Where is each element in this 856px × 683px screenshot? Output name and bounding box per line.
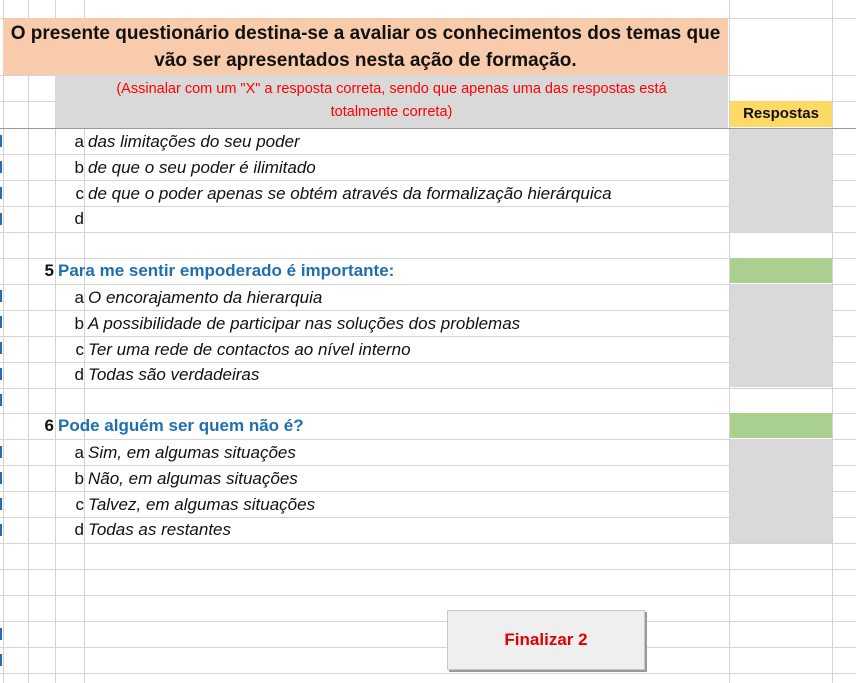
row-header-mark bbox=[0, 472, 2, 484]
gridline bbox=[832, 0, 833, 683]
answer-text: O encorajamento da hierarquia bbox=[88, 288, 323, 307]
answer-letter: b bbox=[74, 158, 84, 177]
row-header-mark bbox=[0, 316, 2, 328]
gridline bbox=[0, 362, 856, 363]
page-title bbox=[3, 20, 728, 74]
question-number: 6 bbox=[44, 416, 54, 435]
gridline bbox=[0, 543, 856, 544]
question-5-answer-header-cell bbox=[730, 258, 832, 283]
gridline bbox=[0, 569, 856, 570]
answers-column-header: Respostas bbox=[730, 101, 832, 127]
answer-cells-q5[interactable] bbox=[730, 284, 832, 387]
gridline bbox=[0, 206, 856, 207]
gridline bbox=[0, 310, 856, 311]
question-number: 5 bbox=[44, 261, 54, 280]
gridline bbox=[0, 491, 856, 492]
gridline bbox=[3, 0, 4, 683]
row-header-mark bbox=[0, 187, 2, 199]
answer-letter: c bbox=[75, 340, 84, 359]
answer-text: Todas são verdadeiras bbox=[88, 365, 260, 384]
row-header-mark bbox=[0, 628, 2, 640]
row-header-mark bbox=[0, 342, 2, 354]
answer-text: Sim, em algumas situações bbox=[88, 443, 296, 462]
question-6-answer-header-cell bbox=[730, 413, 832, 438]
row-header-mark bbox=[0, 498, 2, 510]
answer-letter: a bbox=[74, 132, 84, 151]
instruction-text bbox=[55, 78, 728, 124]
answer-letter: d bbox=[74, 365, 84, 384]
row-header-mark bbox=[0, 368, 2, 380]
answer-text: das limitações do seu poder bbox=[88, 132, 300, 151]
gridline bbox=[0, 673, 856, 674]
title-line-2: vão ser apresentados nesta ação de formação. bbox=[154, 50, 577, 71]
gridline bbox=[0, 647, 856, 648]
row-header-mark bbox=[0, 394, 2, 406]
gridline bbox=[0, 439, 856, 440]
instruction-line-2: totalmente correta) bbox=[330, 104, 453, 120]
row-header-mark bbox=[0, 161, 2, 173]
gridline bbox=[0, 284, 856, 285]
gridline bbox=[0, 258, 856, 259]
answer-text: A possibilidade de participar nas soluções dos problemas bbox=[88, 314, 521, 333]
answer-letter: b bbox=[74, 469, 84, 488]
gridline bbox=[0, 180, 856, 181]
answer-letter: d bbox=[74, 520, 84, 539]
answer-letter: b bbox=[74, 314, 84, 333]
row-header-mark bbox=[0, 654, 2, 666]
answer-letter: a bbox=[74, 443, 84, 462]
gridline bbox=[0, 232, 856, 233]
gridline bbox=[0, 517, 856, 518]
answer-text: de que o seu poder é ilimitado bbox=[88, 158, 316, 177]
row-header-mark bbox=[0, 135, 2, 147]
answer-letter: c bbox=[75, 184, 84, 203]
question-text: Para me sentir empoderado é importante: bbox=[58, 261, 395, 280]
instruction-line-1: (Assinalar com um "X" a resposta correta, sendo que apenas uma das respostas está bbox=[116, 81, 667, 97]
answer-cells-q4[interactable] bbox=[730, 129, 832, 232]
answer-letter: d bbox=[74, 209, 84, 228]
answer-letter: c bbox=[75, 495, 84, 514]
answer-text: Todas as restantes bbox=[88, 520, 232, 539]
gridline bbox=[0, 595, 856, 596]
gridline bbox=[28, 0, 29, 683]
question-text: Pode alguém ser quem não é? bbox=[58, 416, 304, 435]
answer-cells-q6[interactable] bbox=[730, 439, 832, 543]
answer-text: de que o poder apenas se obtém através da formalização hierárquica bbox=[88, 184, 612, 203]
gridline bbox=[0, 128, 856, 129]
row-header-mark bbox=[0, 213, 2, 225]
gridline bbox=[0, 154, 856, 155]
row-header-mark bbox=[0, 446, 2, 458]
title-line-1: O presente questionário destina-se a avaliar os conhecimentos dos temas que bbox=[10, 23, 721, 44]
row-header-mark bbox=[0, 290, 2, 302]
answer-text: Não, em algumas situações bbox=[88, 469, 298, 488]
answer-text: Ter uma rede de contactos ao nível interno bbox=[88, 340, 411, 359]
gridline bbox=[0, 388, 856, 389]
gridline bbox=[0, 336, 856, 337]
gridline bbox=[0, 465, 856, 466]
answer-text: Talvez, em algumas situações bbox=[88, 495, 316, 514]
answer-letter: a bbox=[74, 288, 84, 307]
gridline bbox=[0, 621, 856, 622]
finalize-button[interactable]: Finalizar 2 bbox=[447, 610, 645, 670]
gridline bbox=[0, 413, 856, 414]
row-header-mark bbox=[0, 524, 2, 536]
